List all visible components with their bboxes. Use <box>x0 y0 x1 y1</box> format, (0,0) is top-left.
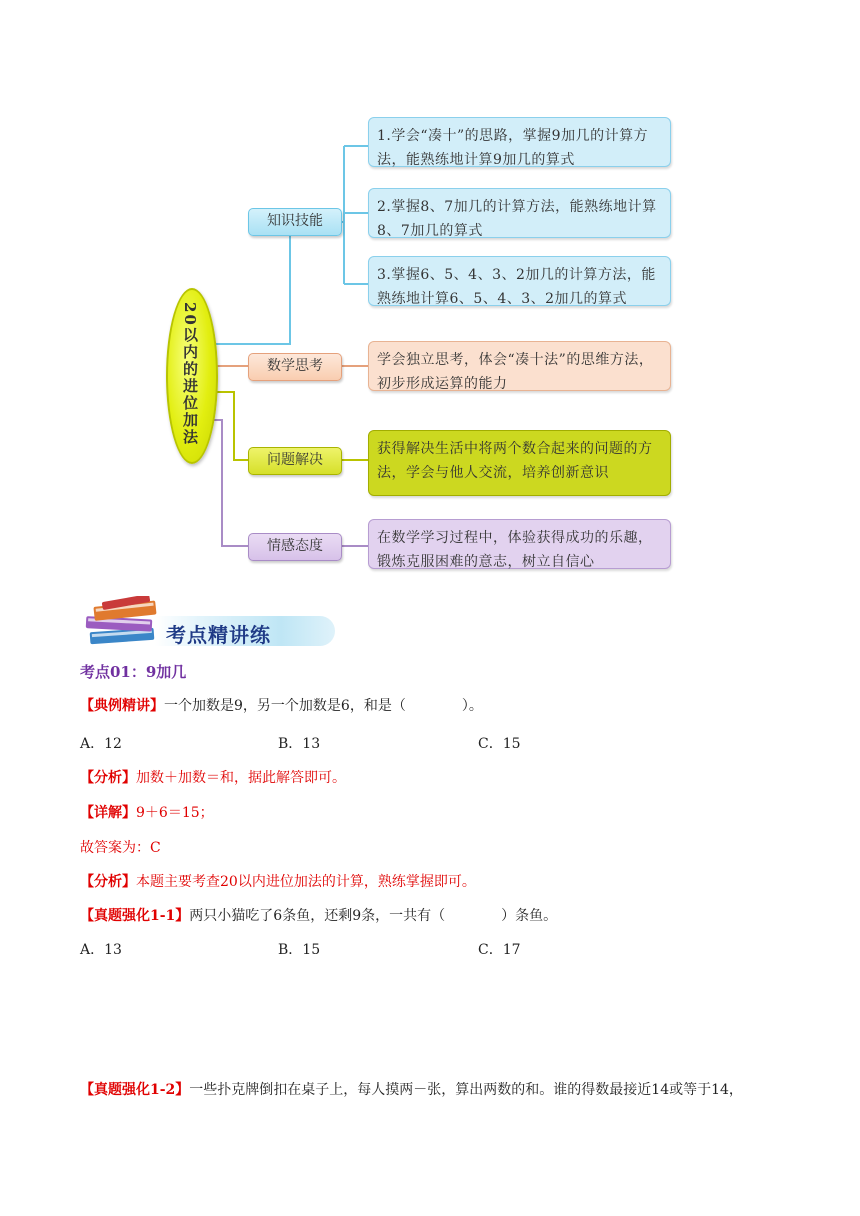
thinking-item: 学会独立思考，体会“凑十法”的思维方法，初步形成运算的能力 <box>368 341 671 391</box>
example-tag: 【典例精讲】 <box>80 698 164 714</box>
branch-thinking: 数学思考 <box>248 353 342 381</box>
practice-1-option-b: B．15 <box>278 942 321 958</box>
knowledge-item-2: 2.掌握8、7加几的计算方法，能熟练地计算8、7加几的算式 <box>368 188 671 238</box>
detail-tag: 【详解】 <box>80 805 136 821</box>
example-question <box>80 696 483 716</box>
example-option-b: B．13 <box>278 736 321 752</box>
example-option-a: A．12 <box>80 736 122 752</box>
kaodian-title: 考点01：9加几 <box>80 663 187 681</box>
practice-1-option-a: A．13 <box>80 942 122 958</box>
practice-2-tag: 【真题强化1-2】 <box>80 1082 190 1098</box>
practice-1-option-c: C．17 <box>478 942 521 958</box>
example-option-c: C．15 <box>478 736 521 752</box>
practice-2-text: 一些扑克牌倒扣在桌子上，每人摸两－张，算出两数的和。谁的得数最接近14或等于14， <box>189 1082 743 1098</box>
analysis-2 <box>80 872 476 892</box>
branch-attitude: 情感态度 <box>248 533 342 561</box>
section-title: 考点精讲练 <box>166 623 271 647</box>
practice-question-1 <box>80 906 557 926</box>
branch-knowledge: 知识技能 <box>248 208 342 236</box>
problem-item: 获得解决生活中将两个数合起来的问题的方法，学会与他人交流，培养创新意识 <box>368 430 671 496</box>
analysis-1 <box>80 768 346 788</box>
branch-problem: 问题解决 <box>248 447 342 475</box>
detail-solution <box>80 803 214 823</box>
practice-question-2 <box>80 1080 743 1100</box>
analysis-1-text: 加数＋加数＝和，据此解答即可。 <box>136 770 346 786</box>
practice-1-text: 两只小猫吃了6条鱼，还剩9条，一共有（ ）条鱼。 <box>189 908 558 924</box>
practice-1-tag: 【真题强化1-1】 <box>80 908 190 924</box>
attitude-item: 在数学学习过程中，体验获得成功的乐趣，锻炼克服困难的意志，树立自信心 <box>368 519 671 569</box>
example-text: 一个加数是9，另一个加数是6，和是（ ）。 <box>164 698 483 714</box>
knowledge-item-3: 3.掌握6、5、4、3、2加几的计算方法，能熟练地计算6、5、4、3、2加几的算式 <box>368 256 671 306</box>
connector-knowledge <box>214 222 344 344</box>
analysis-1-tag: 【分析】 <box>80 770 136 786</box>
books-icon <box>82 596 172 650</box>
knowledge-item-1: 1.学会“凑十”的思路，掌握9加几的计算方法，能熟练地计算9加几的算式 <box>368 117 671 167</box>
analysis-2-tag: 【分析】 <box>80 874 136 890</box>
answer-line: 故答案为：C <box>80 840 161 856</box>
detail-text: 9＋6＝15； <box>136 805 214 821</box>
mindmap-root-label: 20以内的进位加法 <box>181 302 199 446</box>
analysis-2-text: 本题主要考查20以内进位加法的计算，熟练掌握即可。 <box>136 874 476 890</box>
